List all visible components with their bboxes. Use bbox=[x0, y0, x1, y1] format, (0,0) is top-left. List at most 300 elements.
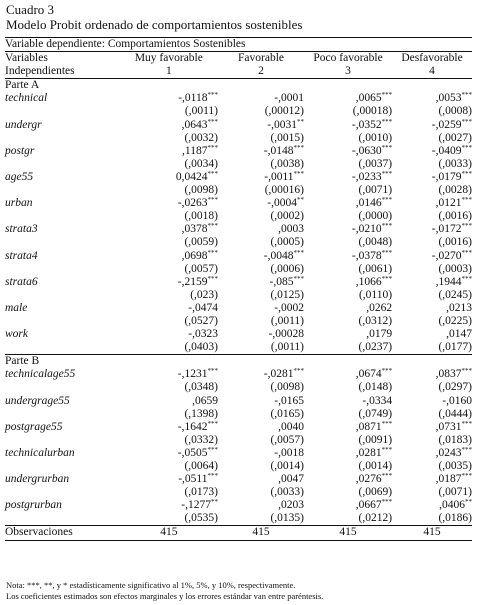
standard-error-value: (,0444) bbox=[438, 407, 472, 420]
variable-name: postgrage55 bbox=[5, 420, 63, 433]
probit-results-table bbox=[5, 37, 472, 541]
coefficient-cell bbox=[218, 119, 304, 132]
standard-error-value: (,00016) bbox=[264, 184, 305, 197]
significance-stars: *** bbox=[207, 169, 218, 178]
standard-error-value: (,0035) bbox=[438, 460, 472, 472]
blank-label-cell bbox=[5, 486, 120, 499]
coefficient-value: ,0146 bbox=[355, 197, 382, 210]
standard-error-value: (,0212) bbox=[358, 512, 393, 525]
variable-name: undergrage55 bbox=[5, 394, 70, 407]
column-number-4: 4 bbox=[392, 65, 472, 79]
blank-label-cell bbox=[5, 236, 120, 249]
blank-label-cell bbox=[5, 184, 120, 197]
coefficient-cell bbox=[304, 276, 392, 289]
coefficient-cell bbox=[304, 92, 392, 105]
coefficient-value: ,0378 bbox=[181, 223, 208, 236]
coefficient-value: ,0065 bbox=[355, 92, 382, 105]
variable-name: postgrurban bbox=[5, 499, 62, 512]
standard-error-row bbox=[5, 105, 472, 118]
standard-error-value: (,0038) bbox=[270, 157, 305, 170]
standard-error-value: (,0098) bbox=[184, 184, 218, 197]
significance-stars: *** bbox=[381, 196, 393, 205]
coefficient-cell bbox=[392, 197, 472, 210]
coefficient-value: -,0160 bbox=[442, 394, 472, 407]
significance-stars: *** bbox=[381, 472, 393, 481]
coefficient-value: -,0263 bbox=[177, 197, 208, 210]
significance-stars: *** bbox=[461, 367, 472, 376]
standard-error-row bbox=[5, 263, 472, 276]
section-part-a bbox=[5, 79, 472, 93]
standard-error-value: (,0057) bbox=[184, 262, 218, 275]
standard-error-value: (,0183) bbox=[438, 433, 472, 446]
standard-error-value: (,0177) bbox=[438, 341, 472, 354]
standard-error-value: (,0037) bbox=[358, 157, 393, 170]
coefficient-cell bbox=[218, 171, 304, 184]
significance-stars: *** bbox=[461, 196, 472, 205]
blank-label-cell bbox=[5, 315, 120, 328]
standard-error-row bbox=[5, 512, 472, 526]
standard-error-value: (,0173) bbox=[184, 486, 218, 499]
coefficient-value: -,0048 bbox=[263, 249, 294, 262]
standard-error-row bbox=[5, 289, 472, 302]
coefficient-cell bbox=[304, 421, 392, 434]
coefficient-value: -,0334 bbox=[362, 394, 393, 407]
coefficient-value: -,0011 bbox=[264, 170, 294, 183]
standard-error-row bbox=[5, 341, 472, 355]
coefficient-value: ,1187 bbox=[182, 144, 208, 157]
observations-value: 415 bbox=[392, 526, 472, 540]
blank-label-cell bbox=[5, 341, 120, 355]
standard-error-value: (,0010) bbox=[358, 131, 393, 144]
standard-error-value: (,0061) bbox=[358, 262, 393, 275]
coefficient-cell bbox=[218, 395, 304, 408]
column-header-2: Favorable bbox=[238, 52, 284, 65]
significance-stars: *** bbox=[381, 91, 393, 100]
standard-error-value: (,0000) bbox=[358, 210, 393, 223]
standard-error-value: (,0091) bbox=[358, 433, 393, 446]
coefficient-cell bbox=[304, 447, 392, 460]
standard-error-value: (,0028) bbox=[438, 184, 472, 197]
coefficient-cell bbox=[304, 328, 392, 341]
coefficient-row bbox=[5, 447, 472, 460]
standard-error-value: (,1398) bbox=[184, 407, 218, 420]
coefficient-value: ,0243 bbox=[435, 446, 462, 459]
coefficient-value: ,0187 bbox=[435, 473, 462, 486]
coefficient-cell bbox=[304, 473, 392, 486]
significance-stars: *** bbox=[381, 419, 393, 428]
coefficient-value: -,0148 bbox=[263, 144, 294, 157]
variable-name: age55 bbox=[5, 170, 34, 183]
dependent-variable-row bbox=[5, 38, 472, 52]
variable-name: postgr bbox=[5, 144, 35, 157]
coefficient-value: -,0270 bbox=[431, 249, 462, 262]
coefficient-value: 0,0424 bbox=[175, 170, 208, 183]
coefficient-cell bbox=[218, 276, 304, 289]
significance-stars: *** bbox=[207, 143, 218, 152]
standard-error-value: (,0148) bbox=[358, 381, 393, 394]
table-caption: Modelo Probit ordenado de comportamientos sostenibles bbox=[6, 17, 303, 32]
standard-error-row bbox=[5, 408, 472, 421]
standard-error-row bbox=[5, 236, 472, 249]
header-row-numbers bbox=[5, 65, 472, 79]
variables-header: Variables bbox=[5, 52, 48, 65]
coefficient-value: ,0121 bbox=[435, 197, 462, 210]
coefficient-value: ,0003 bbox=[278, 223, 305, 236]
standard-error-value: (,0034) bbox=[184, 157, 218, 170]
dependent-variable-label: Variable dependiente: Comportamientos Sostenibles bbox=[5, 38, 472, 52]
significance-stars: *** bbox=[461, 419, 472, 428]
column-number-3: 3 bbox=[304, 65, 392, 79]
standard-error-value: (,0071) bbox=[358, 184, 393, 197]
marginal-effects-note: Los coeficientes estimados son efectos marginales y los errores estándar van entre paréntesis. bbox=[6, 591, 324, 601]
standard-error-value: (,0535) bbox=[184, 512, 218, 525]
standard-error-value: (,0186) bbox=[438, 512, 472, 525]
standard-error-row bbox=[5, 434, 472, 447]
coefficient-value: -,0630 bbox=[351, 144, 382, 157]
coefficient-value: ,0213 bbox=[446, 301, 472, 314]
coefficient-cell bbox=[120, 421, 218, 434]
standard-error-row bbox=[5, 132, 472, 145]
coefficient-cell bbox=[120, 302, 218, 315]
observations-value: 415 bbox=[218, 526, 304, 540]
significance-stars: *** bbox=[207, 248, 218, 257]
significance-stars: *** bbox=[381, 222, 393, 231]
coefficient-value: ,0147 bbox=[446, 328, 472, 341]
standard-error-value: (,0016) bbox=[438, 210, 472, 223]
coefficient-cell bbox=[392, 368, 472, 381]
significance-stars: *** bbox=[381, 143, 393, 152]
observations-value: 415 bbox=[304, 526, 392, 540]
significance-stars: *** bbox=[207, 445, 218, 454]
standard-error-value: (,0002) bbox=[270, 210, 305, 223]
coefficient-cell bbox=[392, 421, 472, 434]
standard-error-value: (,0527) bbox=[184, 314, 218, 327]
observations-value: 415 bbox=[120, 526, 218, 540]
standard-error-value: (,0059) bbox=[184, 236, 218, 249]
significance-stars: *** bbox=[381, 248, 393, 257]
coefficient-cell bbox=[392, 119, 472, 132]
blank-label-cell bbox=[5, 158, 120, 171]
standard-error-value: (,0032) bbox=[184, 131, 218, 144]
significance-stars: *** bbox=[293, 248, 305, 257]
significance-stars: *** bbox=[461, 222, 472, 231]
coefficient-value: ,0659 bbox=[192, 394, 218, 407]
table-number: Cuadro 3 bbox=[6, 2, 55, 17]
standard-error-value: (,0048) bbox=[358, 236, 393, 249]
standard-error-value: (,0403) bbox=[184, 341, 218, 354]
coefficient-value: -,0281 bbox=[263, 368, 294, 381]
coefficient-value: -,0001 bbox=[274, 92, 305, 105]
coefficient-value: ,0674 bbox=[355, 368, 382, 381]
significance-stars: *** bbox=[207, 222, 218, 231]
blank-label-cell bbox=[5, 132, 120, 145]
coefficient-value: ,0040 bbox=[278, 420, 305, 433]
standard-error-value: (,0014) bbox=[270, 460, 305, 472]
coefficient-cell bbox=[120, 276, 218, 289]
section-part-b-label: Parte B bbox=[5, 355, 472, 369]
coefficient-row bbox=[5, 92, 472, 105]
coefficient-value: ,0276 bbox=[355, 473, 382, 486]
coefficient-value: -,0233 bbox=[351, 170, 382, 183]
standard-error-value: (,0297) bbox=[438, 381, 472, 394]
significance-stars: *** bbox=[293, 169, 305, 178]
standard-error-value: (,0011) bbox=[270, 314, 305, 327]
significance-stars: *** bbox=[461, 472, 472, 481]
standard-error-value: (,0015) bbox=[270, 131, 305, 144]
coefficient-cell bbox=[218, 250, 304, 263]
coefficient-cell bbox=[304, 250, 392, 263]
coefficient-cell bbox=[120, 395, 218, 408]
coefficient-row bbox=[5, 328, 472, 341]
coefficient-cell bbox=[304, 145, 392, 158]
variable-name: strata3 bbox=[5, 223, 38, 236]
coefficient-value: -,0259 bbox=[431, 118, 462, 131]
standard-error-value: (,0011) bbox=[270, 341, 305, 354]
standard-error-value: (,0135) bbox=[270, 512, 305, 525]
standard-error-value: (,00018) bbox=[352, 105, 393, 118]
blank-label-cell bbox=[5, 408, 120, 421]
coefficient-row bbox=[5, 197, 472, 210]
coefficient-cell bbox=[218, 302, 304, 315]
coefficient-cell bbox=[218, 421, 304, 434]
significance-stars: *** bbox=[461, 248, 472, 257]
section-part-a-label: Parte A bbox=[5, 79, 40, 92]
coefficient-cell bbox=[304, 197, 392, 210]
coefficient-cell bbox=[304, 368, 392, 381]
variable-name: technical bbox=[5, 92, 48, 105]
significance-stars: *** bbox=[381, 274, 393, 283]
blank-label-cell bbox=[5, 210, 120, 223]
coefficient-value: -,0118 bbox=[178, 92, 208, 105]
coefficient-cell bbox=[218, 145, 304, 158]
coefficient-cell bbox=[120, 473, 218, 486]
standard-error-value: (,0016) bbox=[438, 236, 472, 249]
standard-error-value: (,0125) bbox=[270, 288, 305, 301]
variable-name: strata4 bbox=[5, 249, 38, 262]
table-notes bbox=[6, 580, 323, 602]
coefficient-value: -,0378 bbox=[351, 249, 382, 262]
standard-error-row bbox=[5, 381, 472, 394]
coefficient-value: ,0871 bbox=[355, 420, 382, 433]
standard-error-value: (,0332) bbox=[184, 433, 218, 446]
standard-error-row bbox=[5, 210, 472, 223]
significance-stars: *** bbox=[461, 274, 472, 283]
coefficient-value: -,0018 bbox=[274, 446, 305, 459]
coefficient-value: -,0511 bbox=[178, 473, 208, 486]
standard-error-value: (,0057) bbox=[270, 433, 305, 446]
coefficient-value: -,0474 bbox=[188, 301, 218, 314]
blank-label-cell bbox=[5, 460, 120, 473]
blank-label-cell bbox=[5, 105, 120, 118]
standard-error-row bbox=[5, 486, 472, 499]
coefficient-row bbox=[5, 276, 472, 289]
independents-header: Independientes bbox=[5, 65, 120, 79]
significance-stars: *** bbox=[207, 274, 218, 283]
standard-error-value: (,0225) bbox=[438, 314, 472, 327]
coefficient-cell bbox=[218, 92, 304, 105]
observations-row bbox=[5, 526, 472, 540]
significance-stars: *** bbox=[381, 367, 393, 376]
significance-stars: *** bbox=[461, 143, 472, 152]
coefficient-value: ,1066 bbox=[355, 275, 382, 288]
coefficient-cell bbox=[218, 499, 304, 512]
variable-name: undergrurban bbox=[5, 473, 70, 486]
coefficient-cell bbox=[392, 395, 472, 408]
coefficient-value: -,0002 bbox=[274, 301, 305, 314]
coefficient-row bbox=[5, 395, 472, 408]
variable-name: technicalurban bbox=[5, 446, 75, 459]
standard-error-value: (,0749) bbox=[358, 407, 393, 420]
coefficient-value: -,0179 bbox=[431, 170, 462, 183]
standard-error-value: (,00012) bbox=[264, 105, 305, 118]
standard-error-value: (,0006) bbox=[270, 262, 305, 275]
significance-note: Nota: ***, **, y * estadísticamente significativo al 1%, 5%, y 10%, respectivamente. bbox=[6, 580, 296, 590]
coefficient-row bbox=[5, 145, 472, 158]
significance-stars: *** bbox=[381, 169, 393, 178]
coefficient-cell bbox=[120, 368, 218, 381]
standard-error-value: (,0245) bbox=[438, 288, 472, 301]
coefficient-cell bbox=[120, 145, 218, 158]
significance-stars: *** bbox=[207, 117, 218, 126]
coefficient-value: -,1231 bbox=[177, 368, 208, 381]
significance-stars: ** bbox=[297, 196, 305, 205]
coefficient-cell bbox=[392, 473, 472, 486]
coefficient-cell bbox=[218, 473, 304, 486]
column-number-1: 1 bbox=[120, 65, 218, 79]
coefficient-value: ,0053 bbox=[435, 92, 462, 105]
coefficient-cell bbox=[218, 197, 304, 210]
coefficient-cell bbox=[304, 119, 392, 132]
standard-error-value: (,0312) bbox=[358, 314, 393, 327]
coefficient-value: -,0165 bbox=[274, 394, 305, 407]
coefficient-value: -,0172 bbox=[431, 223, 462, 236]
column-header-4: Desfavorable bbox=[401, 52, 463, 65]
coefficient-cell bbox=[304, 302, 392, 315]
significance-stars: *** bbox=[381, 445, 393, 454]
coefficient-value: -,0409 bbox=[431, 144, 462, 157]
coefficient-row bbox=[5, 223, 472, 236]
standard-error-value: (,0033) bbox=[438, 157, 472, 170]
coefficient-value: -,0323 bbox=[188, 328, 218, 341]
coefficient-value: ,0667 bbox=[355, 499, 382, 512]
coefficient-cell bbox=[392, 499, 472, 512]
significance-stars: *** bbox=[461, 169, 472, 178]
standard-error-value: (,0237) bbox=[358, 341, 393, 354]
variable-name: undergr bbox=[5, 118, 42, 131]
coefficient-cell bbox=[218, 368, 304, 381]
coefficient-value: ,0698 bbox=[181, 249, 208, 262]
coefficient-row bbox=[5, 368, 472, 381]
coefficient-row bbox=[5, 119, 472, 132]
blank-label-cell bbox=[5, 263, 120, 276]
coefficient-value: -,1277 bbox=[181, 499, 211, 512]
coefficient-cell bbox=[392, 447, 472, 460]
significance-stars: *** bbox=[207, 196, 218, 205]
coefficient-cell bbox=[120, 499, 218, 512]
coefficient-value: -,0505 bbox=[177, 446, 208, 459]
coefficient-value: -,0031 bbox=[267, 118, 298, 131]
column-number-2: 2 bbox=[218, 65, 304, 79]
blank-label-cell bbox=[5, 381, 120, 394]
variable-name: work bbox=[5, 328, 28, 341]
coefficient-value: -,00028 bbox=[268, 328, 305, 341]
coefficient-cell bbox=[218, 223, 304, 236]
coefficient-value: ,0203 bbox=[278, 499, 305, 512]
coefficient-cell bbox=[304, 171, 392, 184]
coefficient-value: -,0352 bbox=[351, 118, 382, 131]
standard-error-value: (,0098) bbox=[270, 381, 305, 394]
significance-stars: ** bbox=[211, 498, 218, 507]
standard-error-value: (,0003) bbox=[438, 262, 472, 275]
coefficient-row bbox=[5, 250, 472, 263]
coefficient-cell bbox=[218, 328, 304, 341]
significance-stars: *** bbox=[461, 445, 472, 454]
coefficient-cell bbox=[304, 395, 392, 408]
table-title bbox=[6, 2, 302, 32]
coefficient-value: ,0179 bbox=[366, 328, 393, 341]
standard-error-value: (,0348) bbox=[184, 381, 218, 394]
coefficient-cell bbox=[392, 250, 472, 263]
coefficient-cell bbox=[304, 499, 392, 512]
coefficient-cell bbox=[392, 145, 472, 158]
coefficient-row bbox=[5, 302, 472, 315]
coefficient-value: ,0643 bbox=[181, 118, 208, 131]
significance-stars: *** bbox=[293, 143, 305, 152]
coefficient-row bbox=[5, 421, 472, 434]
coefficient-cell bbox=[304, 223, 392, 236]
standard-error-value: (,0069) bbox=[358, 486, 393, 499]
standard-error-row bbox=[5, 460, 472, 473]
significance-stars: *** bbox=[461, 91, 472, 100]
coefficient-value: -,085 bbox=[269, 275, 294, 288]
column-header-1: Muy favorable bbox=[134, 52, 203, 65]
standard-error-value: (,0064) bbox=[184, 460, 218, 472]
blank-label-cell bbox=[5, 512, 120, 526]
standard-error-value: (,0165) bbox=[270, 407, 305, 420]
coefficient-row bbox=[5, 473, 472, 486]
standard-error-value: (,023) bbox=[190, 288, 218, 301]
coefficient-value: ,0281 bbox=[355, 446, 382, 459]
significance-stars: *** bbox=[207, 367, 218, 376]
section-part-b bbox=[5, 355, 472, 369]
coefficient-cell bbox=[120, 447, 218, 460]
coefficient-row bbox=[5, 171, 472, 184]
coefficient-cell bbox=[392, 328, 472, 341]
standard-error-value: (,0110) bbox=[358, 288, 393, 301]
variable-name: strata6 bbox=[5, 275, 38, 288]
coefficient-value: -,0004 bbox=[267, 197, 298, 210]
coefficient-cell bbox=[120, 119, 218, 132]
coefficient-cell bbox=[392, 171, 472, 184]
standard-error-value: (,0014) bbox=[358, 460, 393, 472]
coefficient-value: ,1944 bbox=[435, 275, 462, 288]
coefficient-value: ,0406 bbox=[439, 499, 465, 512]
coefficient-cell bbox=[218, 447, 304, 460]
observations-label: Observaciones bbox=[5, 526, 120, 540]
coefficient-cell bbox=[120, 328, 218, 341]
coefficient-value: ,0731 bbox=[435, 420, 462, 433]
variable-name: technicalage55 bbox=[5, 368, 76, 381]
significance-stars: *** bbox=[461, 117, 472, 126]
standard-error-value: (,0018) bbox=[184, 210, 218, 223]
coefficient-cell bbox=[120, 223, 218, 236]
standard-error-value: (,0011) bbox=[184, 105, 218, 118]
standard-error-row bbox=[5, 315, 472, 328]
standard-error-row bbox=[5, 184, 472, 197]
coefficient-cell bbox=[120, 171, 218, 184]
coefficient-cell bbox=[120, 92, 218, 105]
standard-error-row bbox=[5, 158, 472, 171]
